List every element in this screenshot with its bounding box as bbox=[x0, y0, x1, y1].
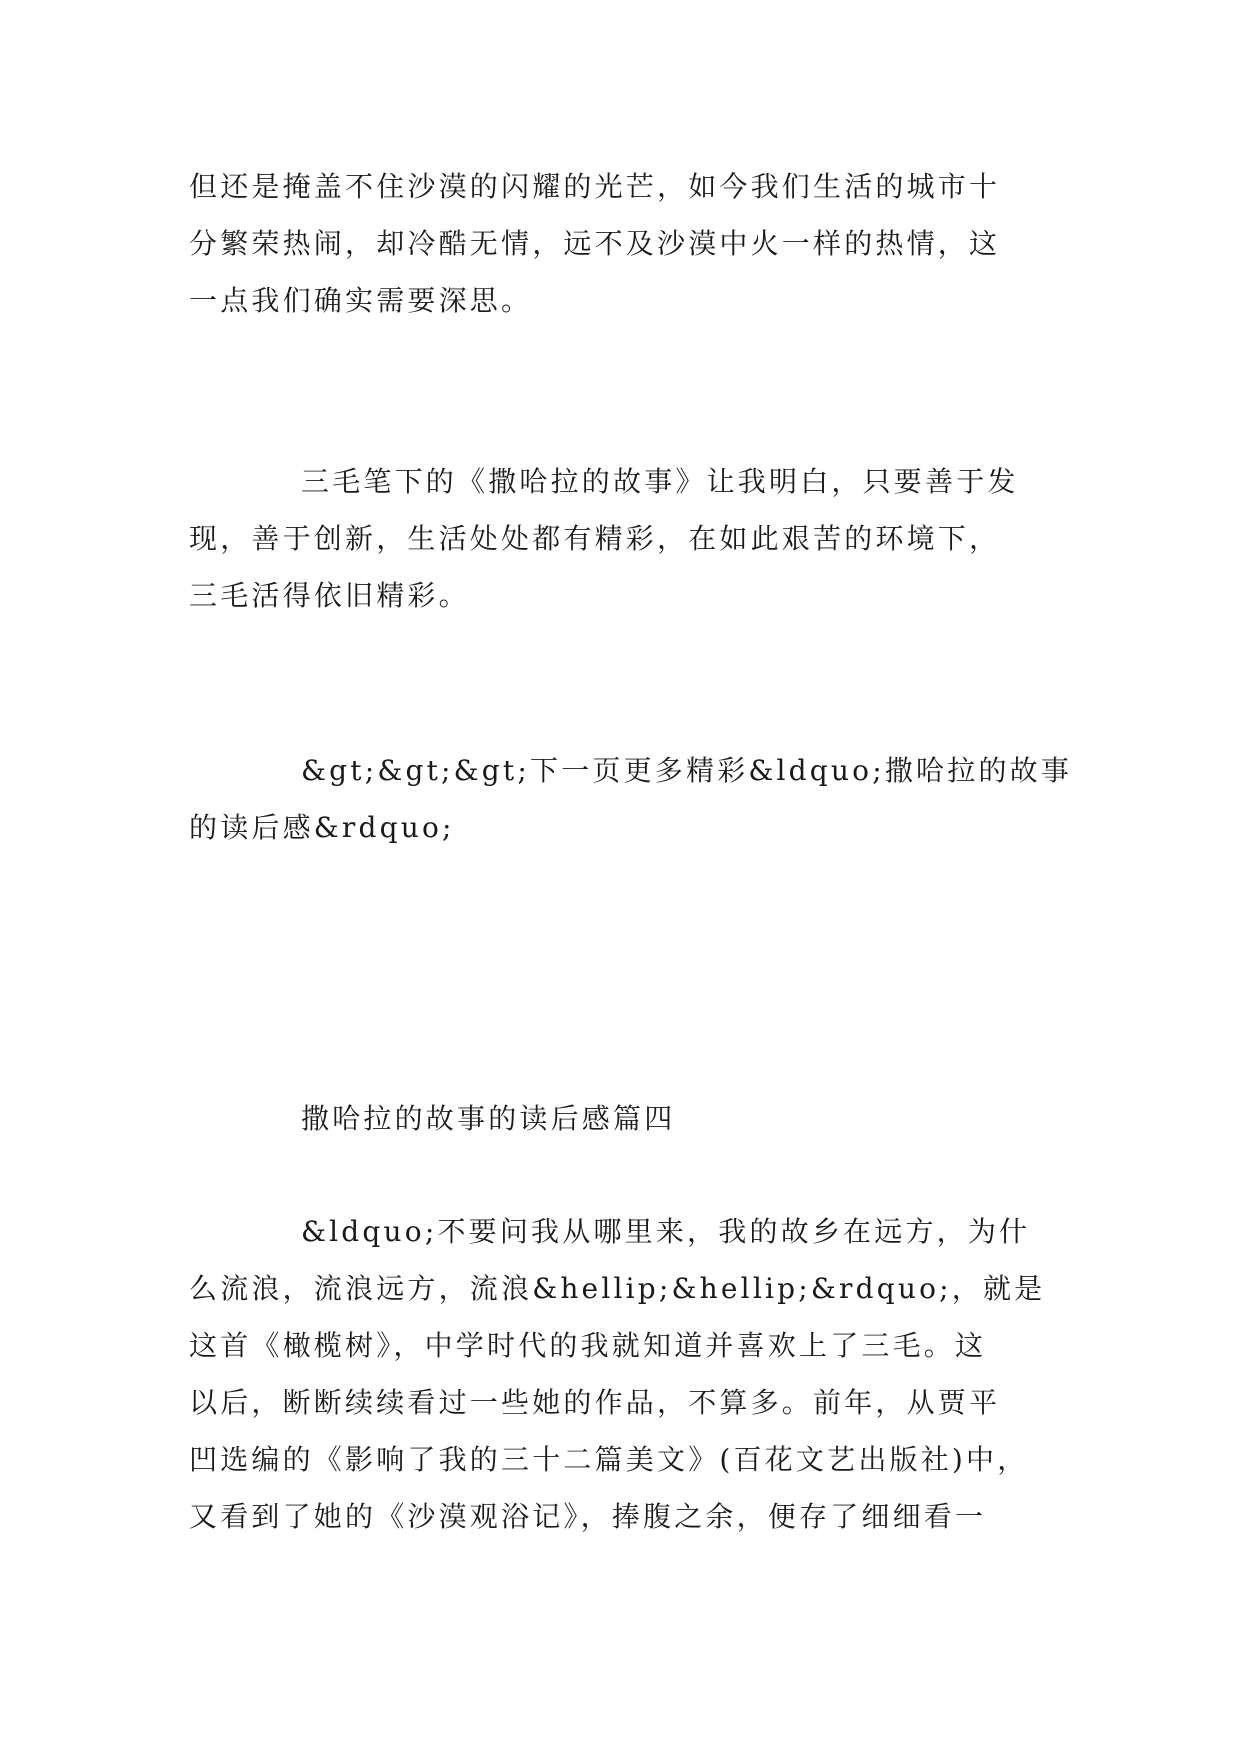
text-line: 但还是掩盖不住沙漠的闪耀的光芒，如今我们生活的城市十 bbox=[189, 170, 1001, 203]
text-line: &gt;&gt;&gt;下一页更多精彩&ldquo;撒哈拉的故事 bbox=[301, 754, 1073, 787]
text-line: 凹选编的《影响了我的三十二篇美文》(百花文艺出版社)中， bbox=[189, 1443, 1029, 1476]
text-line: 的读后感&rdquo; bbox=[189, 811, 455, 844]
paragraph-desert-reflection bbox=[189, 158, 1049, 329]
paragraph-sanmao-lesson bbox=[189, 453, 1049, 624]
text-line: 又看到了她的《沙漠观浴记》，捧腹之余，便存了细细看一 bbox=[189, 1500, 987, 1533]
section-heading bbox=[189, 1090, 1049, 1147]
text-line: 这首《橄榄树》，中学时代的我就知道并喜欢上了三毛。这 bbox=[189, 1329, 987, 1362]
text-line: 现，善于创新，生活处处都有精彩，在如此艰苦的环境下， bbox=[189, 522, 1001, 555]
text-line: &ldquo;不要问我从哪里来，我的故乡在远方，为什 bbox=[301, 1215, 1031, 1248]
paragraph-olive-tree bbox=[189, 1203, 1049, 1545]
text-line: 分繁荣热闹，却冷酷无情，远不及沙漠中火一样的热情，这 bbox=[189, 227, 1001, 260]
section-title: 撒哈拉的故事的读后感篇四 bbox=[301, 1102, 676, 1135]
text-line: 以后，断断续续看过一些她的作品，不算多。前年，从贾平 bbox=[189, 1386, 1001, 1419]
text-line: 三毛笔下的《撒哈拉的故事》让我明白，只要善于发 bbox=[301, 465, 1019, 498]
paragraph-next-page-link bbox=[189, 742, 1073, 856]
text-line: 么流浪，流浪远方，流浪&hellip;&hellip;&rdquo;，就是 bbox=[189, 1272, 1046, 1305]
text-line: 三毛活得依旧精彩。 bbox=[189, 579, 470, 612]
text-line: 一点我们确实需要深思。 bbox=[189, 284, 533, 317]
